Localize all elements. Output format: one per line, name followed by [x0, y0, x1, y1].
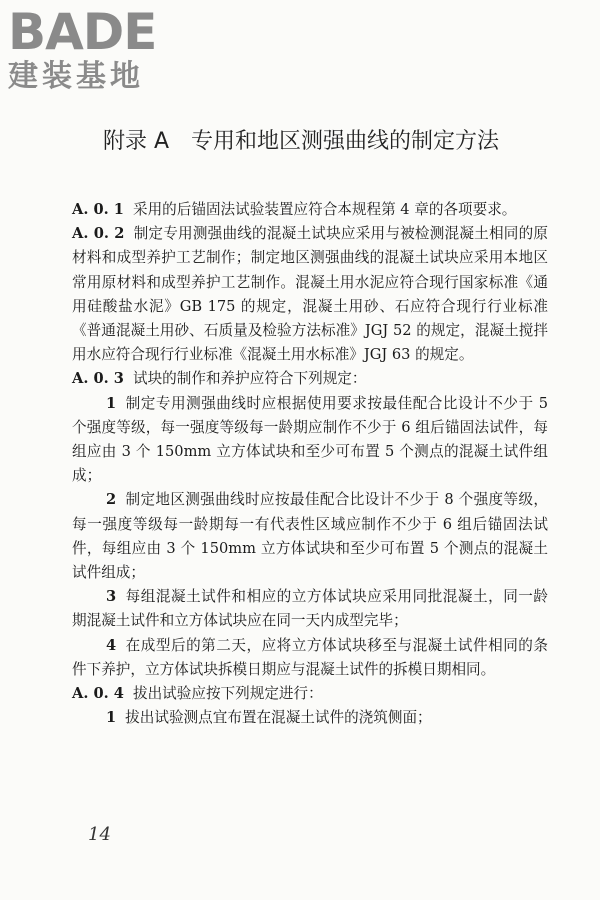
item-text: 制定地区测强曲线时应按最佳配合比设计不少于 8 个强度等级，每一强度等级每一龄期每一有代表性区域应制作不少于 6 组后锚固法试件，每组应由 3 个 150mm 立方体试块和至少可布置 5 个测点的混凝土试件组成； [72, 491, 548, 582]
item-text: 制定专用测强曲线时应根据使用要求按最佳配合比设计不少于 5 个强度等级，每一强度等级每一龄期应制作不少于 6 组后锚固法试件，每组应由 3 个 150mm 立方体试块和至少可布置 5 个测点的混凝土试件组成； [72, 394, 548, 485]
clause-text: 试块的制作和养护应符合下列规定： [132, 370, 367, 388]
item-number: 3 [106, 588, 117, 606]
clause-number: A. 0. 4 [72, 685, 124, 703]
clause-a01 [72, 198, 548, 222]
list-item [72, 706, 548, 730]
appendix-title: 附录 A 专用和地区测强曲线的制定方法 [103, 129, 500, 154]
clause-text: 采用的后锚固法试验装置应符合本规程第 4 章的各项要求。 [132, 201, 517, 218]
logo-subtitle: 建装基地 [8, 59, 144, 94]
item-number: 4 [106, 636, 117, 654]
clause-a03 [72, 367, 548, 391]
item-text: 每组混凝土试件和相应的立方体试块应采用同批混凝土，同一龄期混凝土试件和立方体试块应在同一天内成型完毕； [72, 588, 548, 630]
clause-a04 [72, 682, 548, 706]
item-number: 1 [106, 394, 117, 412]
list-item [72, 488, 548, 585]
clause-number: A. 0. 3 [72, 370, 124, 388]
clause-number: A. 0. 1 [72, 201, 124, 218]
item-text: 在成型后的第二天，应将立方体试块移至与混凝土试件相同的条件下养护，立方体试块拆模日期应与混凝土试件的拆模日期相同。 [72, 636, 548, 678]
page-number: 14 [88, 824, 111, 845]
list-item [72, 585, 548, 633]
clause-text: 拔出试验应按下列规定进行： [132, 685, 323, 703]
clause-a02 [72, 222, 548, 367]
item-number: 2 [106, 491, 117, 509]
list-item [72, 392, 548, 489]
item-number: 1 [106, 709, 117, 727]
clause-text: 制定专用测强曲线的混凝土试块应采用与被检测混凝土相同的原材料和成型养护工艺制作；制定地区测强曲线的混凝土试块应采用本地区常用原材料和成型养护工艺制作。混凝土用水泥应符合现行国家标准《通用硅酸盐水泥》GB 175 的规定，混凝土用砂、石应符合现行行业标准《普通混凝土用砂、石质量及检验方法标准》JGJ 52 的规定，混凝土搅拌用水应符合现行行业标准《混凝土用水标准》JGJ 63 的规定。 [72, 225, 548, 364]
clause-number: A. 0. 2 [72, 225, 125, 243]
logo-brand: BADE [8, 3, 157, 61]
list-item [72, 634, 548, 682]
document-body [72, 198, 548, 730]
logo [8, 3, 178, 94]
item-text: 拔出试验测点宜布置在混凝土试件的浇筑侧面； [125, 709, 432, 727]
